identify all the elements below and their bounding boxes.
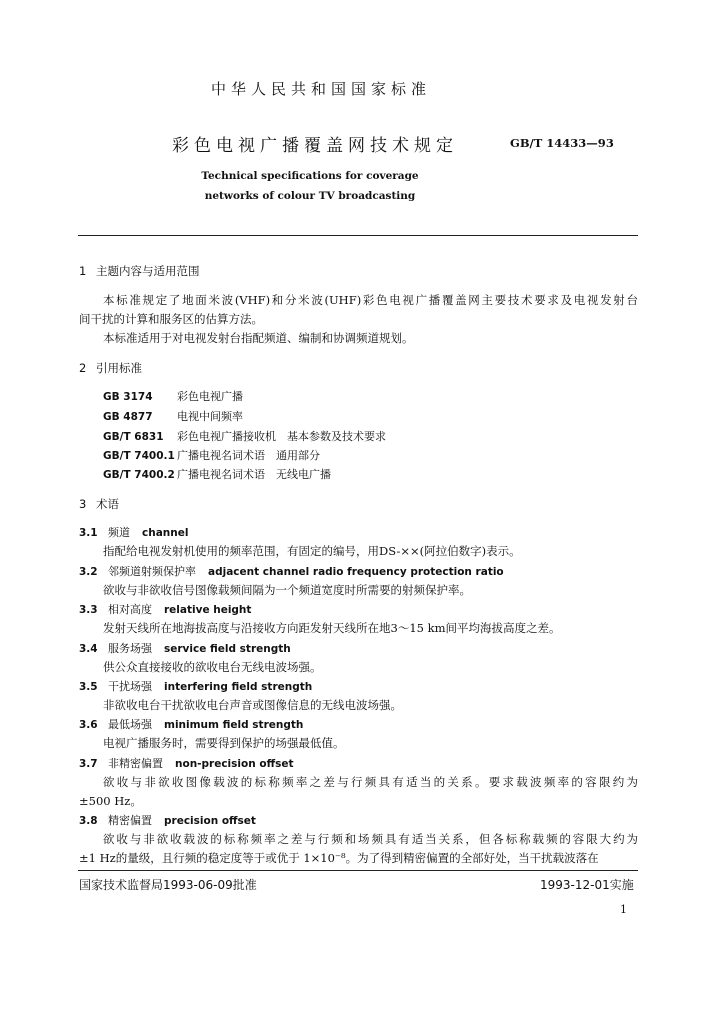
english-title-line2: networks of colour TV broadcasting: [204, 190, 416, 202]
reference-item: GB 3174 彩色电视广播: [103, 390, 243, 403]
term-heading: 3.1 频道 channel: [79, 526, 189, 539]
term-heading: 3.4 服务场强 service field strength: [79, 642, 291, 655]
standard-title: 彩色电视广播覆盖网技术规定: [172, 136, 458, 156]
term-definition: 欲收与非欲收载波的标称频率之差与行频和场频具有适当关系，但各标称载频的容限大约为: [103, 832, 638, 846]
term-heading: 3.7 非精密偏置 non-precision offset: [79, 757, 294, 770]
scope-paragraph-1-line2: 间干扰的计算和服务区的估算方法。: [79, 312, 263, 326]
term-heading: 3.8 精密偏置 precision offset: [79, 814, 256, 827]
approval-date: 国家技术监督局1993-06-09批准: [79, 878, 257, 892]
scope-paragraph-1-line1: 本标准规定了地面米波(VHF)和分米波(UHF)彩色电视广播覆盖网主要技术要求及电视发射台: [103, 293, 638, 307]
term-definition-continued: ±1 Hz的量级，且行频的稳定度等于或优于 1×10⁻⁸。为了得到精密偏置的全部好处，当干扰载波落在: [79, 851, 599, 865]
term-definition-continued: ±500 Hz。: [79, 794, 142, 808]
section-2-heading: 2 引用标准: [79, 361, 142, 375]
term-heading: 3.3 相对高度 relative height: [79, 603, 252, 616]
term-definition: 电视广播服务时，需要得到保护的场强最低值。: [103, 736, 345, 750]
page-number: 1: [620, 903, 627, 916]
term-definition: 指配给电视发射机使用的频率范围，有固定的编号，用DS-××(阿拉伯数字)表示。: [103, 544, 521, 558]
english-title-line1: Technical specifications for coverage: [201, 170, 419, 182]
term-heading: 3.6 最低场强 minimum field strength: [79, 718, 304, 731]
term-definition: 欲收与非欲收信号图像载频间隔为一个频道宽度时所需要的射频保护率。: [103, 583, 471, 597]
term-definition: 发射天线所在地海拔高度与沿接收方向距发射天线所在地3～15 km间平均海拔高度之差。: [103, 621, 561, 635]
term-heading: 3.2 邻频道射频保护率 adjacent channel radio frequency protection ratio: [79, 565, 504, 578]
section-3-heading: 3 术语: [79, 497, 119, 511]
standard-code: GB/T 14433—93: [510, 136, 614, 150]
header-divider: [78, 235, 638, 236]
term-definition: 非欲收电台干扰欲收电台声音或图像信息的无线电波场强。: [103, 698, 402, 712]
reference-item: GB/T 6831 彩色电视广播接收机 基本参数及技术要求: [103, 430, 386, 443]
reference-item: GB/T 7400.1 广播电视名词术语 通用部分: [103, 449, 320, 462]
section-1-heading: 1 主题内容与适用范围: [79, 264, 200, 278]
reference-item: GB/T 7400.2 广播电视名词术语 无线电广播: [103, 468, 331, 481]
term-heading: 3.5 干扰场强 interfering field strength: [79, 680, 313, 693]
implementation-date: 1993-12-01实施: [540, 878, 634, 892]
issuing-agency: 中华人民共和国国家标准: [210, 80, 431, 98]
term-definition: 欲收与非欲收图像载波的标称频率之差与行频具有适当的关系。要求载波频率的容限约为: [103, 775, 638, 789]
reference-item: GB 4877 电视中间频率: [103, 410, 243, 423]
scope-paragraph-2: 本标准适用于对电视发射台指配频道、编制和协调频道规划。: [103, 331, 414, 345]
term-definition: 供公众直接接收的欲收电台无线电波场强。: [103, 660, 322, 674]
footer-divider: [78, 870, 638, 871]
